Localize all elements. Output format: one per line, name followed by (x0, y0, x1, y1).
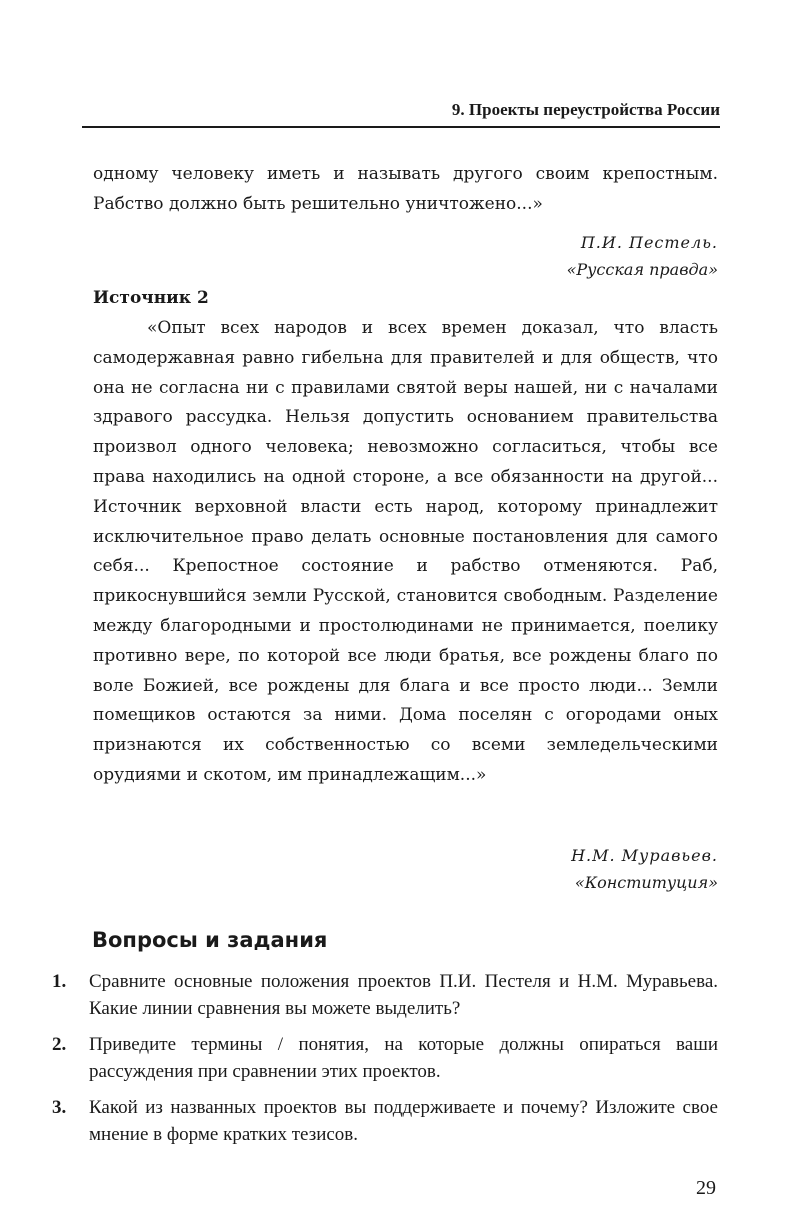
source2-heading: Источник 2 (93, 288, 209, 308)
question-item (52, 1031, 718, 1085)
source1-author: П.И. Пестель. (580, 233, 718, 252)
question-number: 2. (52, 1034, 67, 1055)
source1-attribution (93, 229, 718, 283)
source2-attribution (93, 842, 718, 896)
running-header: 9. Проекты переустройства России (451, 100, 720, 119)
question-item (52, 968, 718, 1022)
source2-author: Н.М. Муравьев. (571, 846, 718, 865)
source2-work: «Конституция» (574, 873, 718, 892)
question-item (52, 1094, 718, 1148)
source1-work: «Русская правда» (566, 260, 718, 279)
question-number: 1. (52, 971, 67, 992)
question-text: Какой из названных проектов вы поддерживаете и почему? Изложите свое мнение в форме кратких тезисов. (89, 1097, 718, 1145)
question-text: Приведите термины / понятия, на которые должны опираться ваши рассуждения при сравнении этих проектов. (89, 1034, 718, 1082)
questions-heading: Вопросы и задания (92, 928, 328, 952)
page-number: 29 (696, 1177, 716, 1199)
question-number: 3. (52, 1097, 67, 1118)
questions-list (52, 968, 718, 1157)
source2-quote: «Опыт всех народов и всех времен доказал, что власть самодержавная равно гибельна для правителей и для обществ, что она не согласна ни с правилами святой веры нашей, ни с началами здравого рассудка. Нельзя допустить основанием правительства произвол одного человека; невозможно согласиться, чтобы все права находились на одной стороне, а все обязанности на другой... Источник верховной власти есть народ, которому принадлежит исключительное право делать основные постановления для самого себя... Крепостное состояние и рабство отменяются. Раб, прикоснувшийся земли Русской, становится свободным. Разделение между благородными и простолюдинами не принимается, поелику противно вере, по которой все люди братья, все рождены благо по воле Божией, все рождены для блага и все просто люди... Земли помещиков остаются за ними. Дома поселян с огородами оных признаются их собственностью со всеми земледельческими орудиями и скотом, им принадлежащим...» (93, 318, 718, 785)
source1-continuation: одному человеку иметь и называть другого своим крепостным. Рабство должно быть решительно уничтожено...» (93, 164, 718, 214)
question-text: Сравните основные положения проектов П.И. Пестеля и Н.М. Муравьева. Какие линии сравнения вы можете выделить? (89, 971, 718, 1019)
header-rule (82, 126, 720, 128)
